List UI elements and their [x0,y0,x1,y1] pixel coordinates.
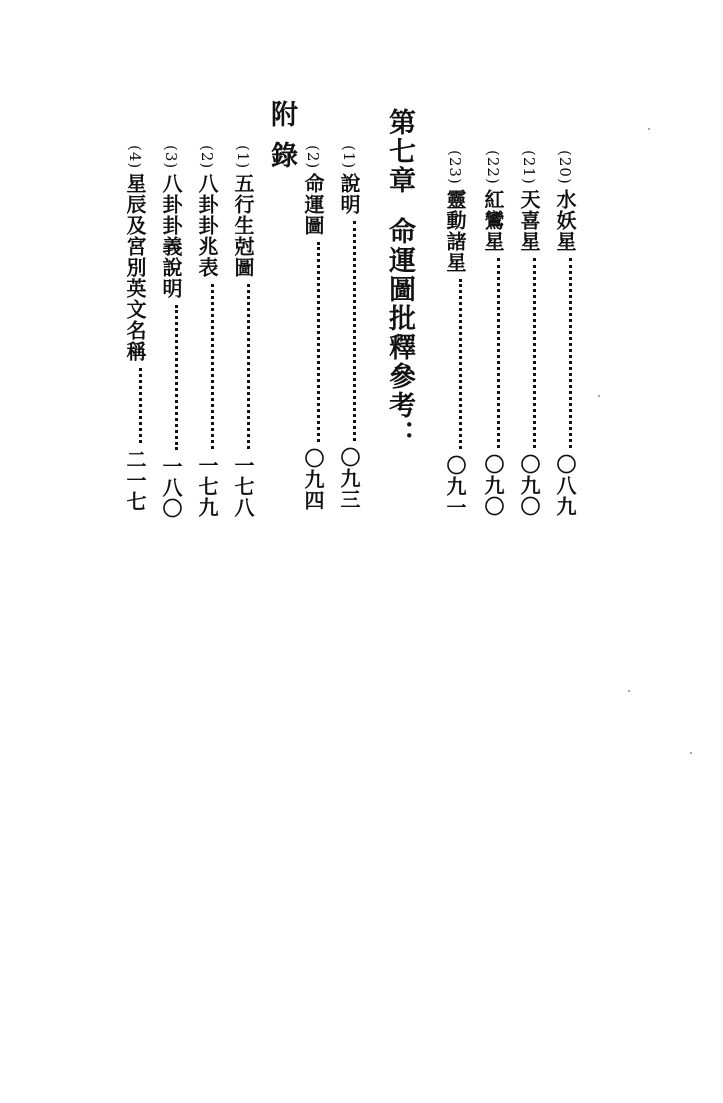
toc-entry [555,150,575,517]
entry-title: 天喜星 [517,188,541,252]
leader-dots [569,258,572,448]
chapter-heading [386,108,413,449]
appendix-heading: 附錄 [266,100,297,182]
toc-entry [339,145,359,510]
entry-page: 一八〇 [159,456,183,520]
chapter-title: 命運圖批釋參考 [384,217,415,420]
entry-page: 〇九一 [443,454,467,518]
entry-number: (2) [198,145,216,170]
leader-dots [533,258,536,448]
toc-entry [197,145,217,518]
entry-title: 星辰及宮別英文名稱 [123,173,147,363]
entry-page: 〇九三 [337,447,361,511]
entry-number: (20) [556,150,574,185]
entry-number: (2) [304,145,322,170]
toc-entry [303,145,323,511]
entry-number: (1) [234,145,252,170]
entry-page: 一七九 [195,455,219,519]
entry-number: (4) [126,145,144,170]
toc-entry [519,150,539,517]
entry-title: 八卦卦義說明 [159,173,183,300]
entry-page: 二一七 [123,449,147,513]
entry-title: 水妖星 [553,188,577,252]
entry-number: (1) [340,145,358,170]
entry-number: (3) [162,145,180,170]
entry-page: 〇八九 [553,453,577,517]
entry-title: 靈動諸星 [443,188,467,273]
entry-page: 〇九四 [301,448,325,512]
entry-number: (23) [446,150,464,185]
scan-speck [628,690,630,692]
scan-speck [648,128,650,130]
toc-entry [233,145,253,518]
toc-entry [161,145,181,519]
leader-dots [353,221,356,441]
entry-title: 八卦卦兆表 [195,173,219,279]
leader-dots [247,284,250,449]
entry-number: (21) [520,150,538,185]
chapter-label: 第七章 [384,108,415,195]
scan-speck [690,752,692,754]
leader-dots [139,368,142,443]
leader-dots [497,258,500,448]
entry-title: 五行生尅圖 [231,173,255,279]
leader-dots [175,305,178,450]
entry-title: 說明 [337,173,361,216]
toc-entry [125,145,145,512]
chapter-trail: ： [384,420,415,449]
toc-entry [483,150,503,517]
toc-entry [445,150,465,518]
leader-dots [317,242,320,442]
entry-number: (22) [484,150,502,185]
entry-page: 〇九〇 [481,453,505,517]
leader-dots [459,279,462,449]
entry-title: 紅鸞星 [481,188,505,252]
scan-speck [598,395,600,397]
leader-dots [211,284,214,449]
entry-page: 〇九〇 [517,453,541,517]
entry-page: 一七八 [231,455,255,519]
entry-title: 命運圖 [301,173,325,237]
